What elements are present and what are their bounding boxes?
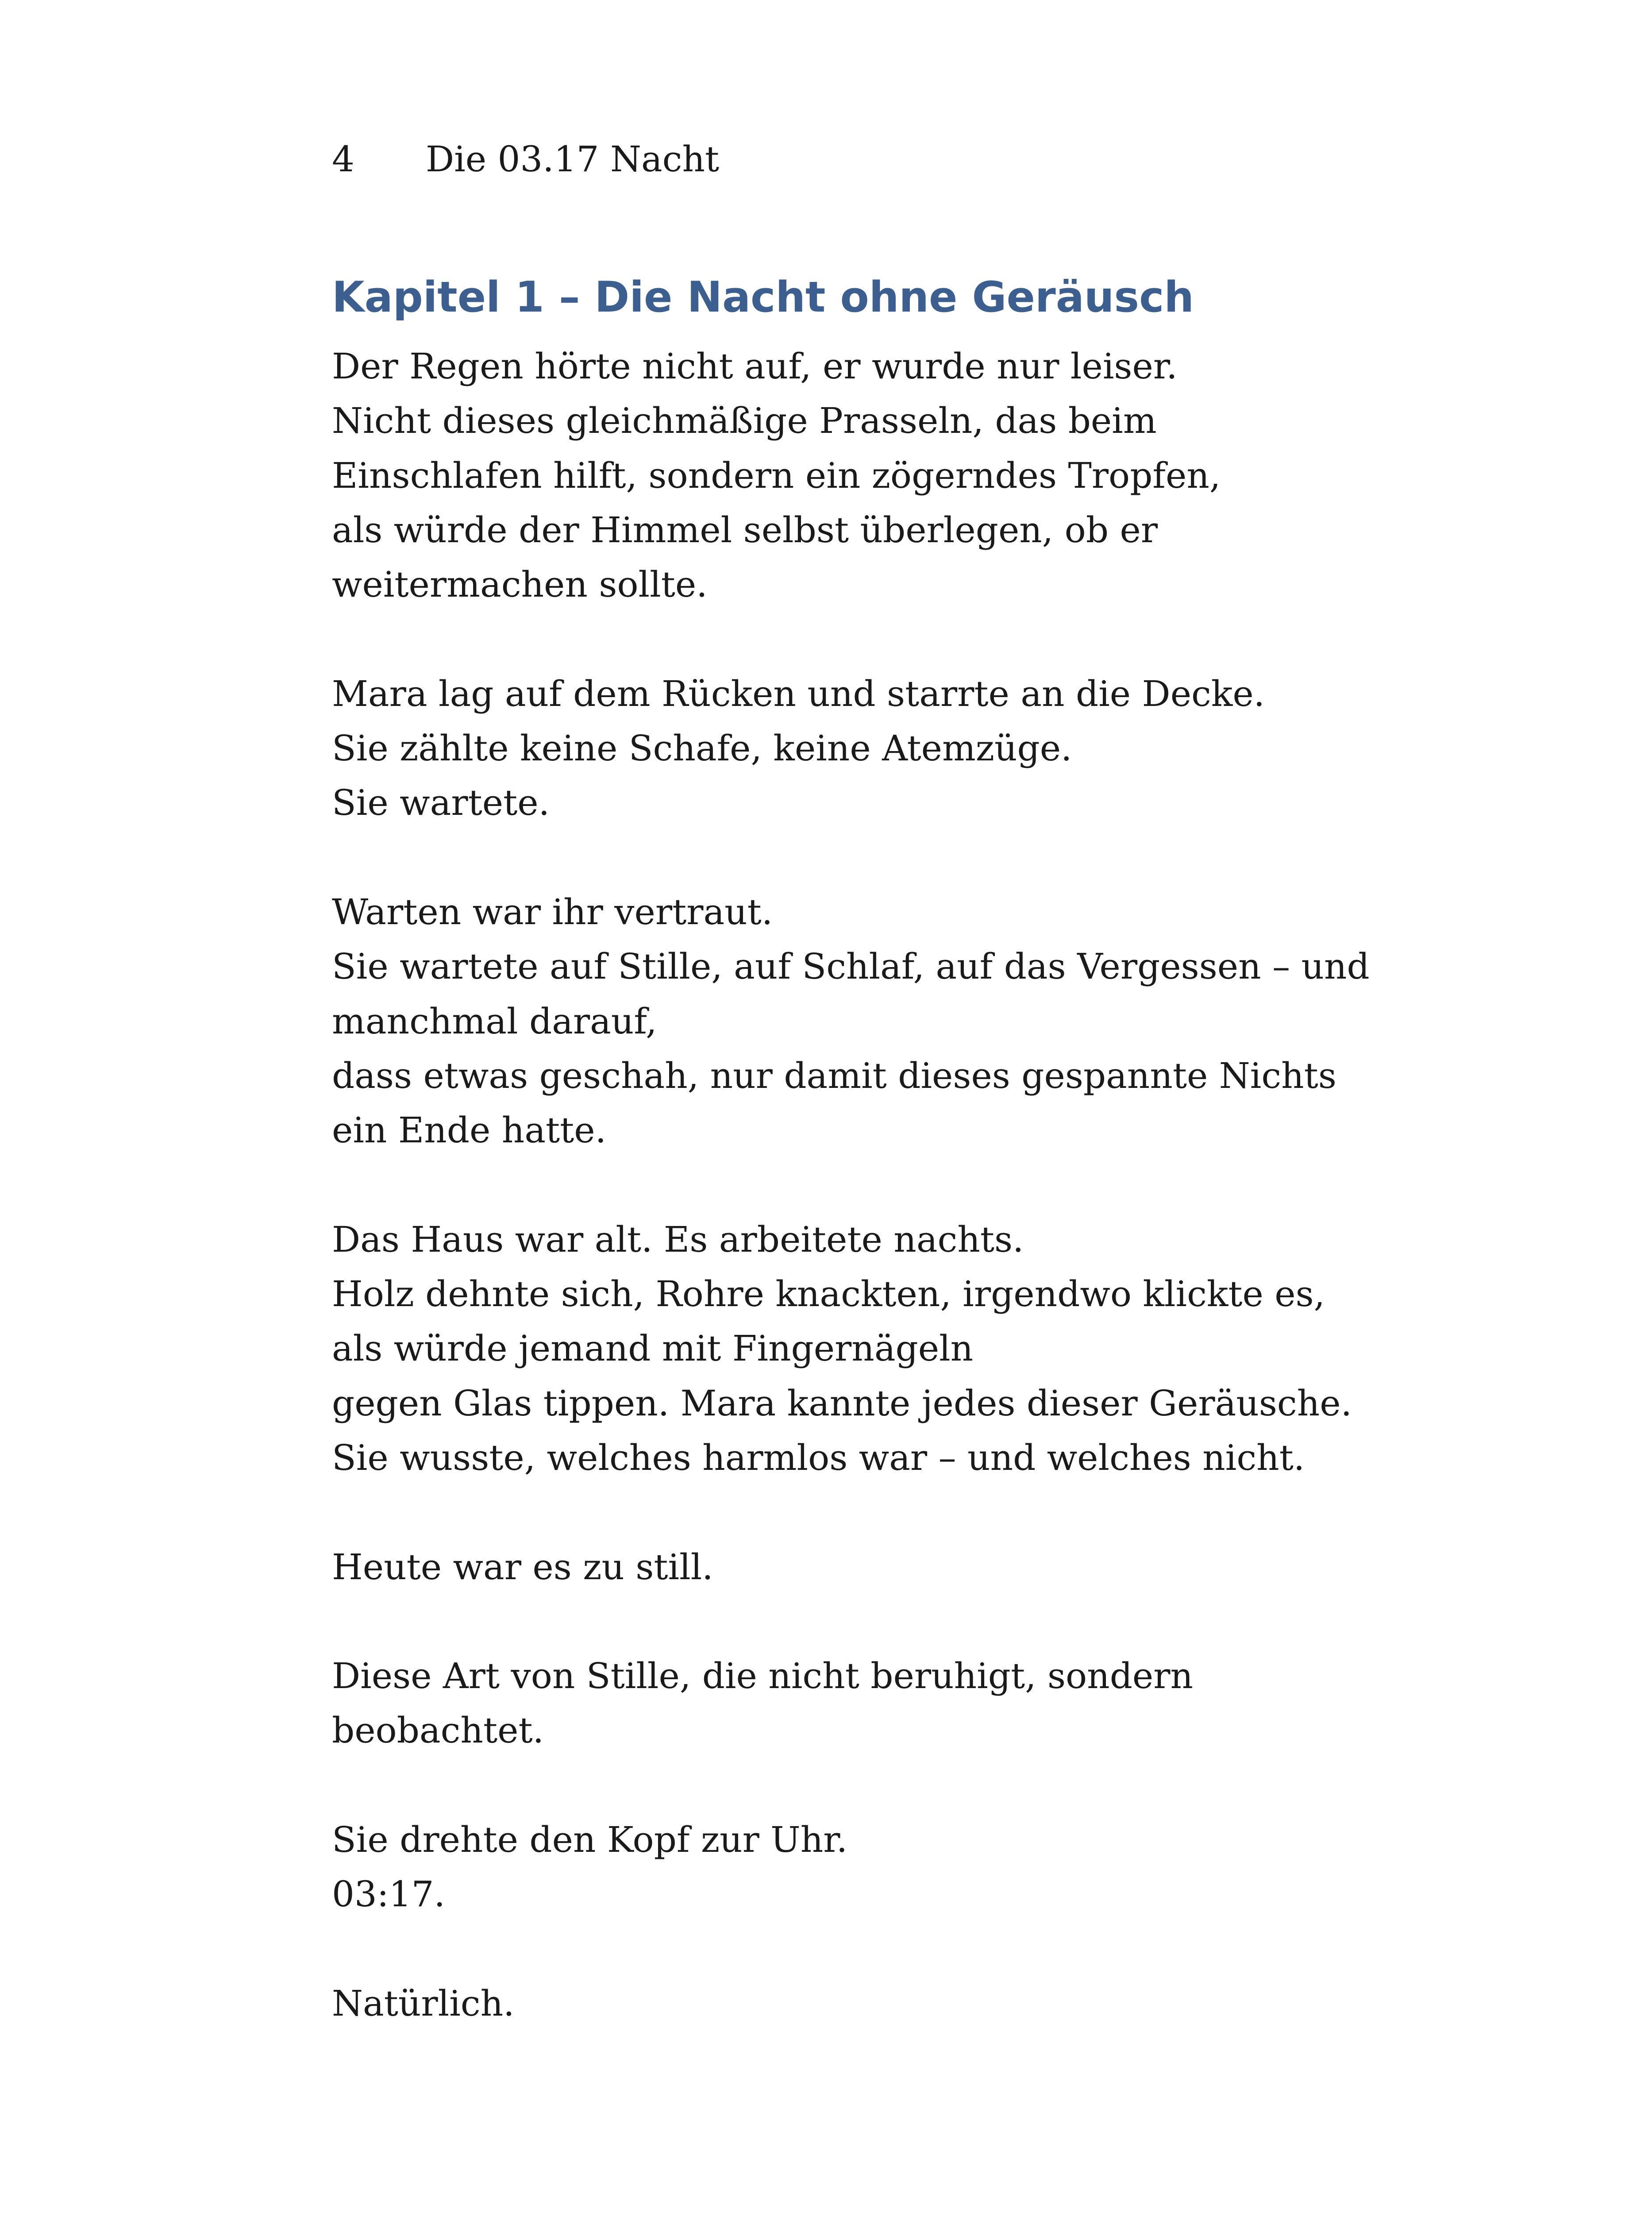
paragraph-break (332, 612, 1350, 666)
text-line: Sie wartete auf Stille, auf Schlaf, auf das Vergessen – und (332, 946, 1370, 987)
paragraph-break (332, 1594, 1350, 1649)
text-line: 03:17. (332, 1874, 445, 1915)
text-line: Sie wartete. (332, 782, 550, 824)
text-line: als würde der Himmel selbst überlegen, ob er (332, 509, 1158, 551)
chapter-title: Kapitel 1 – Die Nacht ohne Geräusch (332, 273, 1194, 322)
text-line: gegen Glas tippen. Mara kannte jedes dieser Geräusche. (332, 1382, 1352, 1424)
text-line: manchmal darauf, (332, 1000, 657, 1042)
paragraph-break (332, 1157, 1350, 1212)
page-number: 4 (332, 139, 354, 180)
book-title: Die 03.17 Nacht (426, 139, 720, 180)
text-line: ein Ende hatte. (332, 1110, 607, 1151)
chapter-body (332, 339, 1370, 2031)
text-line: dass etwas geschah, nur damit dieses gespannte Nichts (332, 1055, 1336, 1096)
text-line: Holz dehnte sich, Rohre knackten, irgendwo klickte es, (332, 1273, 1325, 1315)
paragraph-break (332, 1922, 1350, 1976)
text-line: Nicht dieses gleichmäßige Prasseln, das beim (332, 400, 1157, 442)
text-line: weitermachen sollte. (332, 564, 708, 605)
running-header (332, 133, 719, 186)
text-line: Mara lag auf dem Rücken und starrte an die Decke. (332, 673, 1265, 714)
text-line: Diese Art von Stille, die nicht beruhigt, sondern (332, 1655, 1194, 1697)
text-line: als würde jemand mit Fingernägeln (332, 1328, 974, 1369)
text-line: Natürlich. (332, 1982, 515, 2024)
text-line: Einschlafen hilft, sondern ein zögerndes Tropfen, (332, 455, 1221, 496)
text-line: Sie drehte den Kopf zur Uhr. (332, 1819, 848, 1861)
text-line: Das Haus war alt. Es arbeitete nachts. (332, 1218, 1024, 1260)
paragraph-break (332, 1758, 1350, 1812)
text-line: Der Regen hörte nicht auf, er wurde nur leiser. (332, 346, 1178, 387)
paragraph-break (332, 830, 1350, 885)
text-line: Sie wusste, welches harmlos war – und welches nicht. (332, 1437, 1305, 1478)
text-line: Heute war es zu still. (332, 1546, 713, 1588)
text-line: Sie zählte keine Schafe, keine Atemzüge. (332, 728, 1072, 769)
text-line: beobachtet. (332, 1710, 544, 1751)
text-line: Warten war ihr vertraut. (332, 891, 773, 933)
paragraph-break (332, 1485, 1350, 1539)
